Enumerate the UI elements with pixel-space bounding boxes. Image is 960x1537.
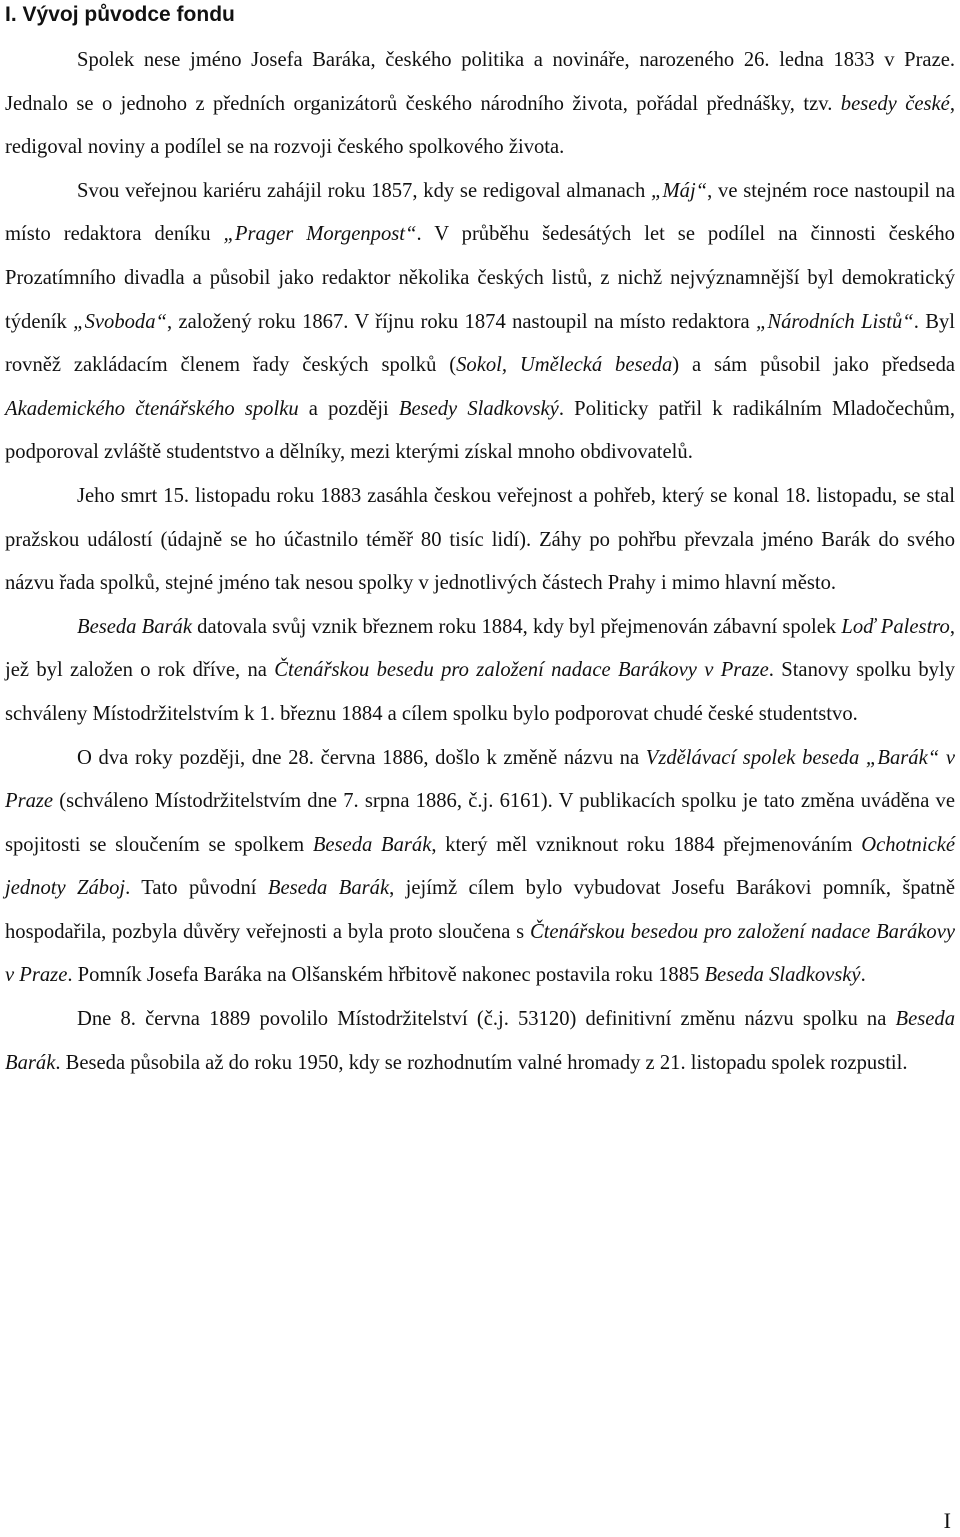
italic-text-run: „Svoboda“ (73, 310, 167, 333)
text-run: . Pomník Josefa Baráka na Olšanském hřbitově nakonec postavila roku 1885 (67, 964, 705, 987)
text-run: . Politicky patřil k radikálním Mladočechům, podporoval zvláště studentstvo a dělníky, mezi kterými získal mnoho obdivovatelů. (5, 397, 955, 464)
text-run: Jeho smrt 15. listopadu roku 1883 zasáhla českou veřejnost a pohřeb, který se konal 18. listopadu, se stal pražskou událostí (údajně se ho účastnilo téměř 80 tisíc lidí). Záhy po pohřbu převzala jméno Barák do svého názvu řada spolků, stejné jméno tak nesou spolky v jednotlivých částech Prahy i mimo hlavní město. (5, 484, 955, 595)
italic-text-run: Beseda Barák (312, 833, 432, 856)
text-run: . Tato původní (125, 877, 268, 900)
text-run: . Stanovy spolku byly schváleny Místodržitelstvím k 1. březnu 1884 a cílem spolku bylo podporovat chudé české studentstvo. (5, 659, 955, 725)
italic-text-run: „Národních Listů“ (755, 310, 914, 333)
italic-text-run: Sokol, Umělecká beseda (456, 354, 673, 377)
text-run: . (860, 964, 866, 987)
italic-text-run: Beseda Barák (77, 615, 192, 638)
italic-text-run: Loď Palestro (841, 615, 950, 638)
document-page (5, 0, 955, 1085)
text-run: datovala svůj vznik březnem roku 1884, kdy byl přejmenován zábavní spolek (191, 615, 842, 638)
text-run: , ve stejném roce nastoupil na místo redaktora deníku (5, 179, 955, 246)
text-run: a později (298, 397, 399, 420)
section-heading: I. Vývoj původce fondu (5, 3, 235, 26)
text-run: . Beseda působila až do roku 1950, kdy se rozhodnutím valné hromady z 21. listopadu spolek rozpustil. (55, 1051, 908, 1074)
italic-text-run: Besedy Sladkovský (398, 397, 559, 420)
text-run: . Byl rovněž zakládacím členem řady českých spolků ( (5, 310, 955, 377)
paragraph-origin (5, 39, 955, 170)
text-run: Dne 8. června 1889 povolilo Místodržitelství (č.j. 53120) definitivní změnu názvu spolku na (77, 1008, 896, 1031)
italic-text-run: „Máj“ (651, 179, 708, 202)
italic-text-run: Vzdělávací spolek beseda „Barák“ v Praze (5, 746, 955, 813)
text-run: . V průběhu šedesátých let se podílel na činnosti českého Prozatímního divadla a působil jako redaktor několika českých listů, z nichž nejvýznamnější byl demokratický týdeník (5, 223, 955, 333)
italic-text-run: Čtenářskou besedou pro založení nadace Barákovy v Praze (5, 920, 956, 987)
text-run: , jež byl založen o rok dříve, na (5, 615, 955, 682)
text-run: , redigoval noviny a podílel se na rozvoji českého spolkového života. (5, 92, 955, 159)
italic-text-run: besedy české (840, 92, 950, 115)
text-run: (schváleno Místodržitelstvím dne 7. srpna 1886, č.j. 6161). V publikacích spolku je tato změna uváděna ve spojitosti se sloučením se spolkem (5, 790, 955, 856)
italic-text-run: „Prager Morgenpost“ (223, 223, 417, 246)
paragraph-death (5, 475, 955, 606)
italic-text-run: Akademického čtenářského spolku (5, 397, 299, 420)
italic-text-run: Ochotnické jednoty Záboj (5, 833, 955, 900)
italic-text-run: Beseda Sladkovský (704, 964, 861, 987)
text-run: Spolek nese jméno Josefa Baráka, českého politika a novináře, narozeného 26. ledna 1833 v Praze. Jednalo se o jednoho z předních organizátorů českého národního života, pořádal přednášky, tzv. (5, 49, 955, 115)
paragraph-final-name (5, 998, 955, 1085)
italic-text-run: Čtenářskou besedu pro založení nadace Barákovy v Praze (274, 659, 769, 682)
paragraph-career (5, 170, 955, 475)
text-run: , jejímž cílem bylo vybudovat Josefu Barákovi pomník, špatně hospodařila, pozbyla důvěry veřejnosti a byla proto sloučena s (5, 877, 956, 943)
italic-text-run: Beseda Barák (267, 877, 390, 900)
paragraph-founding (5, 606, 955, 737)
italic-text-run: Beseda Barák (5, 1008, 955, 1074)
page-number: I (943, 1508, 951, 1533)
paragraph-renaming (5, 737, 955, 999)
text-run: ) a sám působil jako předseda (672, 354, 956, 377)
text-run: , který měl vzniknout roku 1884 přejmenováním (431, 833, 862, 856)
text-run: Svou veřejnou kariéru zahájil roku 1857, kdy se redigoval almanach (77, 179, 652, 202)
text-run: , založený roku 1867. V říjnu roku 1874 nastoupil na místo redaktora (166, 310, 756, 333)
text-run: O dva roky později, dne 28. června 1886, došlo k změně názvu na (77, 746, 646, 769)
